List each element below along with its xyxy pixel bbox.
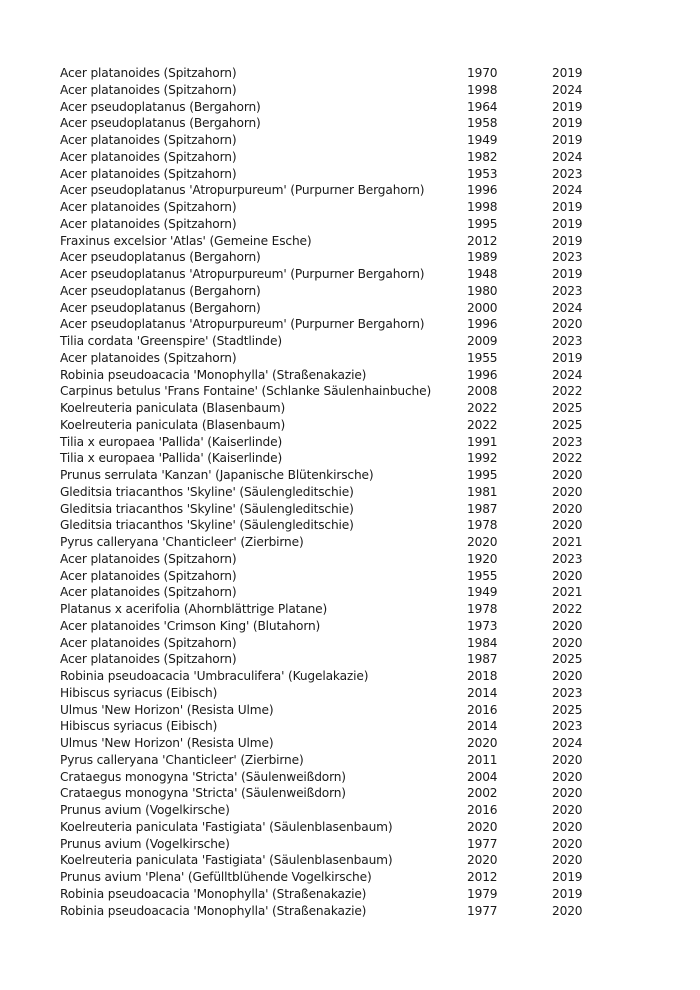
- planted-year-cell: 1987: [467, 652, 498, 667]
- planted-year-cell: 1978: [467, 518, 498, 533]
- planted-year-cell: 1996: [467, 183, 498, 198]
- planted-year-cell: 1970: [467, 66, 498, 80]
- planted-year-cell: 2008: [467, 384, 498, 399]
- species-cell: Prunus avium (Vogelkirsche): [60, 836, 230, 851]
- table-row: [60, 484, 602, 501]
- table-row: [60, 903, 602, 920]
- species-cell: Acer pseudoplatanus (Bergahorn): [60, 250, 261, 265]
- planted-year-cell: 1980: [467, 283, 498, 298]
- planted-year-cell: 1996: [467, 317, 498, 332]
- record-year-cell: 2019: [552, 886, 583, 901]
- planted-year-cell: 1987: [467, 501, 498, 516]
- table-row: [60, 702, 602, 719]
- planted-year-cell: 2022: [467, 401, 498, 415]
- record-year-cell: 2020: [552, 903, 583, 918]
- species-cell: Acer platanoides (Spitzahorn): [60, 82, 237, 97]
- planted-year-cell: 2002: [467, 786, 498, 801]
- species-cell: Acer pseudoplatanus (Bergahorn): [60, 283, 261, 298]
- planted-year-cell: 1977: [467, 836, 498, 851]
- species-cell: Acer platanoides (Spitzahorn): [60, 652, 237, 667]
- table-row: [60, 434, 602, 451]
- table-row: [60, 819, 602, 836]
- table-row: [60, 785, 602, 802]
- species-cell: Tilia x europaea 'Pallida' (Kaiserlinde): [60, 451, 283, 466]
- planted-year-cell: 2011: [467, 752, 498, 767]
- record-year-cell: 2019: [552, 116, 583, 131]
- species-cell: Gleditsia triacanthos 'Skyline' (Säulengleditschie): [60, 518, 354, 533]
- table-row: [60, 233, 602, 250]
- table-row: [60, 383, 602, 400]
- species-cell: Prunus avium (Vogelkirsche): [60, 803, 230, 817]
- record-year-cell: 2019: [552, 870, 583, 884]
- record-year-cell: 2020: [552, 317, 583, 332]
- species-cell: Acer platanoides (Spitzahorn): [60, 568, 237, 583]
- table-row: [60, 769, 602, 786]
- table-row: [60, 450, 602, 467]
- table-row: [60, 869, 602, 886]
- planted-year-cell: 1955: [467, 350, 498, 365]
- species-cell: Robinia pseudoacacia 'Monophylla' (Straßenakazie): [60, 886, 367, 901]
- species-cell: Acer pseudoplatanus 'Atropurpureum' (Purpurner Bergahorn): [60, 183, 425, 198]
- planted-year-cell: 2016: [467, 803, 498, 817]
- table-row: [60, 651, 602, 668]
- planted-year-cell: 1995: [467, 216, 498, 231]
- record-year-cell: 2020: [552, 752, 583, 767]
- record-year-cell: 2020: [552, 786, 583, 801]
- record-year-cell: 2020: [552, 568, 583, 583]
- planted-year-cell: 1948: [467, 267, 498, 281]
- record-year-cell: 2023: [552, 283, 583, 298]
- planted-year-cell: 1979: [467, 886, 498, 901]
- table-row: [60, 668, 602, 685]
- table-row: [60, 735, 602, 752]
- planted-year-cell: 2020: [467, 853, 498, 868]
- record-year-cell: 2025: [552, 401, 583, 415]
- record-year-cell: 2021: [552, 585, 583, 600]
- table-row: [60, 115, 602, 132]
- planted-year-cell: 2014: [467, 685, 498, 700]
- table-row: [60, 685, 602, 702]
- record-year-cell: 2025: [552, 652, 583, 667]
- record-year-cell: 2025: [552, 702, 583, 717]
- record-year-cell: 2020: [552, 484, 583, 499]
- table-row: [60, 501, 602, 518]
- species-cell: Koelreuteria paniculata (Blasenbaum): [60, 401, 286, 415]
- record-year-cell: 2023: [552, 434, 583, 449]
- table-row: [60, 568, 602, 585]
- planted-year-cell: 2016: [467, 702, 498, 717]
- table-row: [60, 718, 602, 735]
- record-year-cell: 2023: [552, 166, 583, 181]
- species-cell: Acer pseudoplatanus (Bergahorn): [60, 99, 261, 114]
- record-year-cell: 2019: [552, 233, 583, 248]
- table-row: [60, 266, 602, 283]
- table-row: [60, 367, 602, 384]
- table-row: [60, 601, 602, 618]
- species-cell: Robinia pseudoacacia 'Monophylla' (Straßenakazie): [60, 903, 367, 918]
- record-year-cell: 2020: [552, 618, 583, 633]
- table-row: [60, 635, 602, 652]
- planted-year-cell: 1998: [467, 82, 498, 97]
- table-row: [60, 836, 602, 853]
- planted-year-cell: 2000: [467, 300, 498, 315]
- species-cell: Hibiscus syriacus (Eibisch): [60, 719, 218, 734]
- record-year-cell: 2019: [552, 216, 583, 231]
- record-year-cell: 2020: [552, 669, 583, 683]
- table-row: [60, 886, 602, 903]
- planted-year-cell: 2004: [467, 769, 498, 784]
- species-cell: Acer platanoides (Spitzahorn): [60, 133, 237, 147]
- record-year-cell: 2025: [552, 417, 583, 432]
- record-year-cell: 2020: [552, 518, 583, 533]
- table-row: [60, 350, 602, 367]
- record-year-cell: 2020: [552, 501, 583, 516]
- species-cell: Acer pseudoplatanus 'Atropurpureum' (Purpurner Bergahorn): [60, 267, 425, 281]
- species-cell: Acer platanoides (Spitzahorn): [60, 66, 237, 80]
- species-cell: Gleditsia triacanthos 'Skyline' (Säulengleditschie): [60, 484, 354, 499]
- table-row: [60, 417, 602, 434]
- record-year-cell: 2020: [552, 769, 583, 784]
- planted-year-cell: 2009: [467, 334, 498, 348]
- planted-year-cell: 1992: [467, 451, 498, 466]
- species-cell: Acer platanoides (Spitzahorn): [60, 216, 237, 231]
- tree-table-body: [60, 65, 602, 919]
- planted-year-cell: 1995: [467, 468, 498, 482]
- record-year-cell: 2024: [552, 183, 583, 198]
- record-year-cell: 2020: [552, 853, 583, 868]
- table-row: [60, 400, 602, 417]
- planted-year-cell: 1996: [467, 367, 498, 382]
- species-cell: Robinia pseudoacacia 'Monophylla' (Straßenakazie): [60, 367, 367, 382]
- record-year-cell: 2024: [552, 82, 583, 97]
- record-year-cell: 2019: [552, 200, 583, 214]
- planted-year-cell: 2020: [467, 736, 498, 750]
- planted-year-cell: 1981: [467, 484, 498, 499]
- planted-year-cell: 1955: [467, 568, 498, 583]
- table-row: [60, 82, 602, 99]
- species-cell: Tilia x europaea 'Pallida' (Kaiserlinde): [60, 434, 283, 449]
- table-row: [60, 283, 602, 300]
- planted-year-cell: 1953: [467, 166, 498, 181]
- record-year-cell: 2023: [552, 685, 583, 700]
- species-cell: Acer pseudoplatanus (Bergahorn): [60, 300, 261, 315]
- record-year-cell: 2022: [552, 602, 583, 616]
- record-year-cell: 2020: [552, 635, 583, 650]
- record-year-cell: 2023: [552, 334, 583, 348]
- species-cell: Acer platanoides (Spitzahorn): [60, 551, 237, 566]
- species-cell: Crataegus monogyna 'Stricta' (Säulenweißdorn): [60, 786, 346, 801]
- species-cell: Acer pseudoplatanus (Bergahorn): [60, 116, 261, 131]
- record-year-cell: 2019: [552, 99, 583, 114]
- table-row: [60, 467, 602, 484]
- record-year-cell: 2024: [552, 300, 583, 315]
- planted-year-cell: 2020: [467, 535, 498, 549]
- species-cell: Pyrus calleryana 'Chanticleer' (Zierbirne): [60, 535, 304, 549]
- table-row: [60, 534, 602, 551]
- planted-year-cell: 1949: [467, 133, 498, 147]
- species-cell: Pyrus calleryana 'Chanticleer' (Zierbirne): [60, 752, 304, 767]
- table-row: [60, 852, 602, 869]
- planted-year-cell: 2022: [467, 417, 498, 432]
- species-cell: Crataegus monogyna 'Stricta' (Säulenweißdorn): [60, 769, 346, 784]
- planted-year-cell: 2018: [467, 669, 498, 683]
- record-year-cell: 2023: [552, 551, 583, 566]
- species-cell: Prunus serrulata 'Kanzan' (Japanische Blütenkirsche): [60, 468, 374, 482]
- table-row: [60, 300, 602, 317]
- species-cell: Acer platanoides (Spitzahorn): [60, 635, 237, 650]
- table-row: [60, 517, 602, 534]
- record-year-cell: 2023: [552, 719, 583, 734]
- record-year-cell: 2023: [552, 250, 583, 265]
- table-row: [60, 216, 602, 233]
- planted-year-cell: 2014: [467, 719, 498, 734]
- table-row: [60, 333, 602, 350]
- species-cell: Tilia cordata 'Greenspire' (Stadtlinde): [60, 334, 282, 348]
- species-cell: Koelreuteria paniculata 'Fastigiata' (Säulenblasenbaum): [60, 819, 393, 834]
- planted-year-cell: 1964: [467, 99, 498, 114]
- record-year-cell: 2019: [552, 267, 583, 281]
- record-year-cell: 2022: [552, 451, 583, 466]
- record-year-cell: 2024: [552, 736, 583, 750]
- planted-year-cell: 2020: [467, 819, 498, 834]
- planted-year-cell: 1977: [467, 903, 498, 918]
- species-cell: Koelreuteria paniculata 'Fastigiata' (Säulenblasenbaum): [60, 853, 393, 868]
- table-row: [60, 182, 602, 199]
- species-cell: Acer platanoides (Spitzahorn): [60, 585, 237, 600]
- species-cell: Hibiscus syriacus (Eibisch): [60, 685, 218, 700]
- species-cell: Robinia pseudoacacia 'Umbraculifera' (Kugelakazie): [60, 669, 369, 683]
- species-cell: Ulmus 'New Horizon' (Resista Ulme): [60, 702, 274, 717]
- tree-table: [60, 65, 602, 919]
- table-row: [60, 149, 602, 166]
- record-year-cell: 2020: [552, 836, 583, 851]
- record-year-cell: 2020: [552, 819, 583, 834]
- table-row: [60, 166, 602, 183]
- table-row: [60, 618, 602, 635]
- planted-year-cell: 1958: [467, 116, 498, 131]
- table-row: [60, 802, 602, 819]
- planted-year-cell: 1991: [467, 434, 498, 449]
- planted-year-cell: 1949: [467, 585, 498, 600]
- planted-year-cell: 1989: [467, 250, 498, 265]
- record-year-cell: 2021: [552, 535, 583, 549]
- species-cell: Gleditsia triacanthos 'Skyline' (Säulengleditschie): [60, 501, 354, 516]
- species-cell: Platanus x acerifolia (Ahornblättrige Platane): [60, 602, 328, 616]
- planted-year-cell: 1978: [467, 602, 498, 616]
- planted-year-cell: 1982: [467, 149, 498, 164]
- planted-year-cell: 1984: [467, 635, 498, 650]
- species-cell: Acer platanoides 'Crimson King' (Blutahorn): [60, 618, 321, 633]
- record-year-cell: 2019: [552, 133, 583, 147]
- record-year-cell: 2020: [552, 803, 583, 817]
- table-row: [60, 584, 602, 601]
- record-year-cell: 2019: [552, 350, 583, 365]
- table-row: [60, 199, 602, 216]
- table-row: [60, 551, 602, 568]
- planted-year-cell: 2012: [467, 233, 498, 248]
- species-cell: Ulmus 'New Horizon' (Resista Ulme): [60, 736, 274, 750]
- species-cell: Carpinus betulus 'Frans Fontaine' (Schlanke Säulenhainbuche): [60, 384, 432, 399]
- record-year-cell: 2024: [552, 367, 583, 382]
- planted-year-cell: 1920: [467, 551, 498, 566]
- planted-year-cell: 1973: [467, 618, 498, 633]
- record-year-cell: 2022: [552, 384, 583, 399]
- record-year-cell: 2019: [552, 66, 583, 80]
- species-cell: Fraxinus excelsior 'Atlas' (Gemeine Esche): [60, 233, 312, 248]
- record-year-cell: 2024: [552, 149, 583, 164]
- table-row: [60, 132, 602, 149]
- table-row: [60, 249, 602, 266]
- table-row: [60, 99, 602, 116]
- species-cell: Acer platanoides (Spitzahorn): [60, 200, 237, 214]
- species-cell: Acer platanoides (Spitzahorn): [60, 166, 237, 181]
- species-cell: Acer platanoides (Spitzahorn): [60, 149, 237, 164]
- planted-year-cell: 2012: [467, 870, 498, 884]
- species-cell: Prunus avium 'Plena' (Gefülltblühende Vogelkirsche): [60, 870, 372, 884]
- record-year-cell: 2020: [552, 468, 583, 482]
- species-cell: Acer platanoides (Spitzahorn): [60, 350, 237, 365]
- table-row: [60, 65, 602, 82]
- planted-year-cell: 1998: [467, 200, 498, 214]
- species-cell: Acer pseudoplatanus 'Atropurpureum' (Purpurner Bergahorn): [60, 317, 425, 332]
- table-row: [60, 752, 602, 769]
- species-cell: Koelreuteria paniculata (Blasenbaum): [60, 417, 286, 432]
- table-row: [60, 316, 602, 333]
